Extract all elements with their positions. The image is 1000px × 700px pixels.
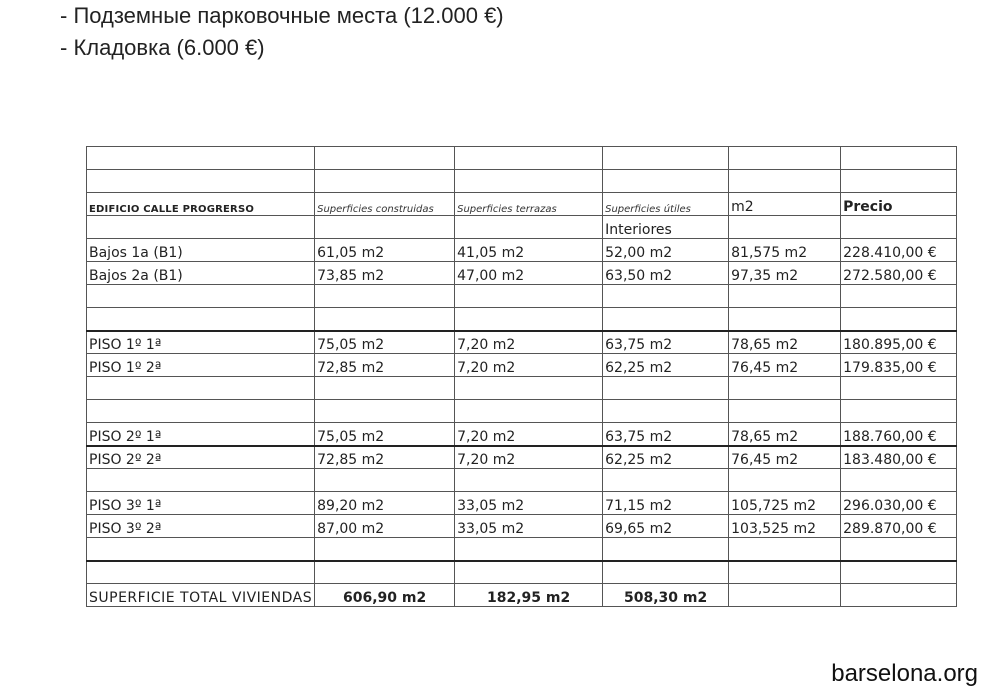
header-built-area: Superficies construidas xyxy=(315,193,455,216)
unit-price: 228.410,00 € xyxy=(841,239,957,262)
unit-useful: 63,75 m2 xyxy=(603,423,729,446)
bullet-parking: - Подземные парковочные места (12.000 €) xyxy=(60,3,504,28)
table-row xyxy=(87,446,957,469)
unit-name: PISO 1º 1ª xyxy=(87,331,315,354)
unit-m2: 105,725 m2 xyxy=(729,492,841,515)
table-row xyxy=(87,538,957,561)
unit-m2: 76,45 m2 xyxy=(729,354,841,377)
unit-built: 72,85 m2 xyxy=(315,446,455,469)
unit-terrace: 33,05 m2 xyxy=(455,492,603,515)
unit-useful: 63,50 m2 xyxy=(603,262,729,285)
unit-name: PISO 3º 2ª xyxy=(87,515,315,538)
unit-built: 61,05 m2 xyxy=(315,239,455,262)
unit-terrace: 7,20 m2 xyxy=(455,354,603,377)
bullet-list xyxy=(60,0,504,64)
unit-useful: 62,25 m2 xyxy=(603,446,729,469)
unit-terrace: 33,05 m2 xyxy=(455,515,603,538)
table-row xyxy=(87,262,957,285)
unit-price: 180.895,00 € xyxy=(841,331,957,354)
unit-price: 179.835,00 € xyxy=(841,354,957,377)
table-row xyxy=(87,377,957,400)
total-built: 606,90 m2 xyxy=(315,584,455,607)
unit-price: 183.480,00 € xyxy=(841,446,957,469)
unit-useful: 71,15 m2 xyxy=(603,492,729,515)
unit-m2: 97,35 m2 xyxy=(729,262,841,285)
table-row xyxy=(87,469,957,492)
unit-name: PISO 3º 1ª xyxy=(87,492,315,515)
unit-built: 72,85 m2 xyxy=(315,354,455,377)
table-row xyxy=(87,400,957,423)
unit-name: Bajos 1a (B1) xyxy=(87,239,315,262)
unit-built: 75,05 m2 xyxy=(315,423,455,446)
unit-useful: 69,65 m2 xyxy=(603,515,729,538)
header-terrace-area: Superficies terrazas xyxy=(455,193,603,216)
header-building: EDIFICIO CALLE PROGRERSO xyxy=(87,193,315,216)
unit-useful: 52,00 m2 xyxy=(603,239,729,262)
table-row xyxy=(87,561,957,584)
header-interiors: Interiores xyxy=(603,216,729,239)
total-useful: 508,30 m2 xyxy=(603,584,729,607)
unit-terrace: 7,20 m2 xyxy=(455,423,603,446)
unit-m2: 78,65 m2 xyxy=(729,331,841,354)
unit-price: 296.030,00 € xyxy=(841,492,957,515)
unit-terrace: 7,20 m2 xyxy=(455,446,603,469)
unit-useful: 63,75 m2 xyxy=(603,331,729,354)
unit-built: 75,05 m2 xyxy=(315,331,455,354)
unit-name: PISO 1º 2ª xyxy=(87,354,315,377)
header-m2: m2 xyxy=(729,193,841,216)
table-total-row xyxy=(87,584,957,607)
unit-name: PISO 2º 1ª xyxy=(87,423,315,446)
table-row xyxy=(87,423,957,446)
total-label: SUPERFICIE TOTAL VIVIENDAS xyxy=(87,584,315,607)
header-price: Precio xyxy=(841,193,957,216)
table-row xyxy=(87,147,957,170)
total-terrace: 182,95 m2 xyxy=(455,584,603,607)
table-row xyxy=(87,331,957,354)
table-row xyxy=(87,239,957,262)
table-row xyxy=(87,285,957,308)
unit-built: 87,00 m2 xyxy=(315,515,455,538)
unit-price: 188.760,00 € xyxy=(841,423,957,446)
unit-terrace: 47,00 m2 xyxy=(455,262,603,285)
table-row xyxy=(87,216,957,239)
unit-terrace: 41,05 m2 xyxy=(455,239,603,262)
table-row xyxy=(87,354,957,377)
unit-built: 73,85 m2 xyxy=(315,262,455,285)
unit-price: 289.870,00 € xyxy=(841,515,957,538)
unit-name: Bajos 2a (B1) xyxy=(87,262,315,285)
table-row xyxy=(87,492,957,515)
unit-built: 89,20 m2 xyxy=(315,492,455,515)
table-row xyxy=(87,515,957,538)
unit-m2: 81,575 m2 xyxy=(729,239,841,262)
header-useful-area: Superficies útiles xyxy=(603,193,729,216)
apartment-table xyxy=(86,146,957,607)
unit-m2: 78,65 m2 xyxy=(729,423,841,446)
unit-m2: 103,525 m2 xyxy=(729,515,841,538)
table-row xyxy=(87,170,957,193)
site-watermark: barselona.org xyxy=(831,660,978,687)
unit-useful: 62,25 m2 xyxy=(603,354,729,377)
unit-price: 272.580,00 € xyxy=(841,262,957,285)
unit-m2: 76,45 m2 xyxy=(729,446,841,469)
table-row xyxy=(87,308,957,331)
unit-name: PISO 2º 2ª xyxy=(87,446,315,469)
bullet-storage: - Кладовка (6.000 €) xyxy=(60,35,265,60)
unit-terrace: 7,20 m2 xyxy=(455,331,603,354)
table-header-row xyxy=(87,193,957,216)
